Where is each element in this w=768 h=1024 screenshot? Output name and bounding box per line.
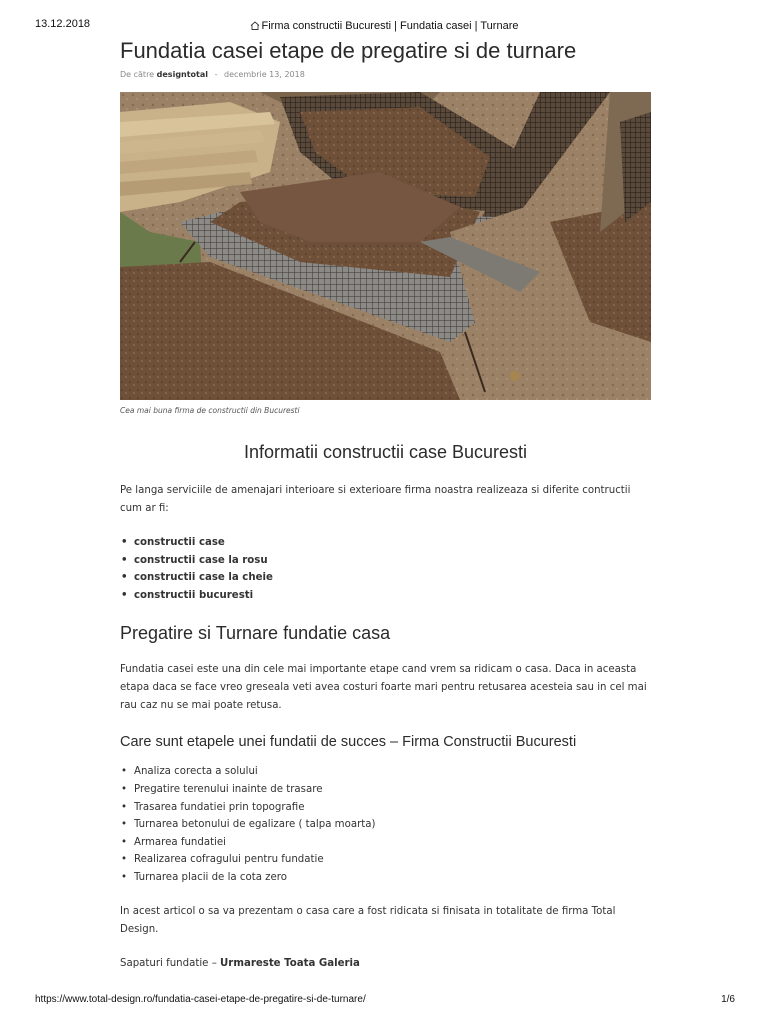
print-title (0, 20, 768, 32)
step-item: • Pregatire terenului inainte de trasare (134, 781, 651, 799)
gallery-label: Sapaturi fundatie (120, 957, 209, 969)
step-item: • Turnarea betonului de egalizare ( talpa moarta) (134, 816, 651, 834)
service-link[interactable]: • constructii bucuresti (134, 587, 651, 605)
foundation-photo-illustration (120, 92, 651, 400)
print-title-text: Firma constructii Bucuresti | Fundatia casei | Turnare (261, 20, 519, 32)
step-item: • Realizarea cofragului pentru fundatie (134, 851, 651, 869)
print-date: 13.12.2018 (35, 18, 91, 30)
meta-date: decembrie 13, 2018 (224, 70, 305, 79)
step-item: • Trasarea fundatiei prin topografie (134, 799, 651, 817)
step-item: • Armarea fundatiei (134, 834, 651, 852)
print-url[interactable]: https://www.total-design.ro/fundatia-casei-etape-de-pregatire-si-de-turnare/ (35, 994, 366, 1005)
service-links-list (120, 534, 651, 604)
article (120, 36, 651, 973)
meta-by-label: De către (120, 70, 155, 79)
print-page-number: 1/6 (721, 994, 735, 1005)
steps-list (120, 763, 651, 886)
gallery-link[interactable]: Urmareste Toata Galeria (220, 957, 360, 969)
print-header (0, 14, 768, 34)
service-link[interactable]: • constructii case la cheie (134, 569, 651, 587)
foundation-paragraph: Fundatia casei este una din cele mai importante etape cand vrem sa ridicam o casa. Daca in aceasta etapa daca se face vreo greseala veti avea costuri foarte mari pentru retusarea acesteia sau in cel mai rau caz nu se mai poate retusa. (120, 664, 647, 712)
article-title: Fundatia casei etape de pregatire si de turnare (120, 38, 577, 63)
meta-author-link[interactable]: designtotal (156, 70, 209, 79)
print-footer (0, 994, 768, 1010)
step-item: • Turnarea placii de la cota zero (134, 869, 651, 887)
section-heading-foundation: Pregatire si Turnare fundatie casa (120, 623, 391, 644)
meta-separator: - (214, 70, 218, 79)
image-caption: Cea mai buna firma de constructii din Bucuresti (120, 406, 300, 415)
step-item: • Analiza corecta a solului (134, 763, 651, 781)
service-link[interactable]: • constructii case (134, 534, 651, 552)
gallery-line (120, 955, 651, 973)
closing-paragraph: In acest articol o sa va prezentam o casa care a fost ridicata si finisata in totalitate de firma Total Design. (120, 905, 616, 935)
gallery-dash: – (211, 957, 217, 969)
article-hero-image (120, 92, 651, 400)
intro-paragraph: Pe langa serviciile de amenajari interioare si exterioare firma noastra realizeaza si diferite contructii cum ar fi: (120, 485, 631, 514)
service-link[interactable]: • constructii case la rosu (134, 552, 651, 570)
section-heading-info: Informatii constructii case Bucuresti (243, 442, 528, 462)
home-icon (250, 21, 260, 30)
article-meta (120, 69, 651, 81)
section-heading-steps: Care sunt etapele unei fundatii de succes – Firma Constructii Bucuresti (120, 734, 577, 751)
